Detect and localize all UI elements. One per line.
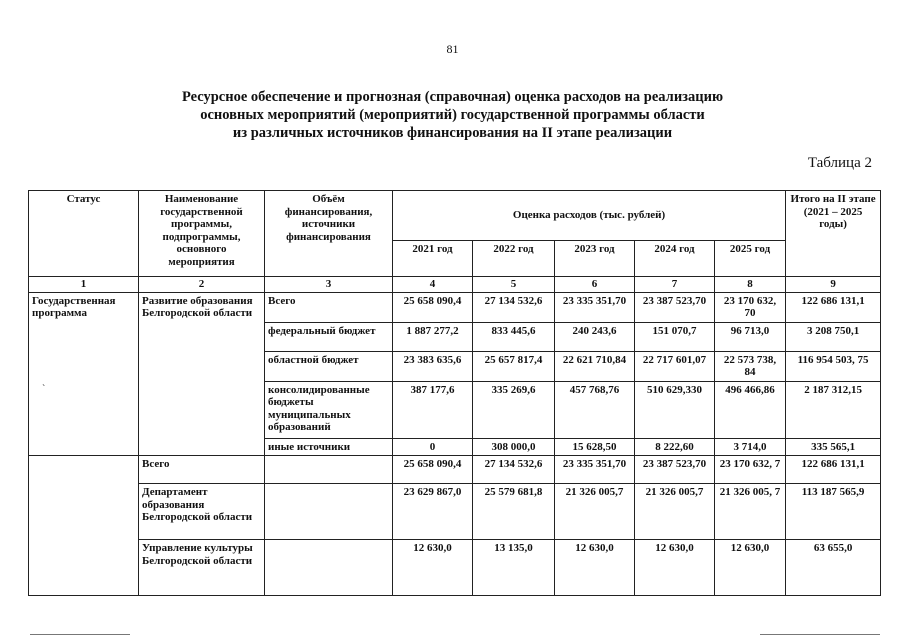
header-total: Итого на II этапе (2021 – 2025 годы): [786, 191, 881, 277]
value-cell: 25 657 817,4: [473, 351, 555, 381]
total-cell: 116 954 503, 75: [786, 351, 881, 381]
column-number: 4: [393, 277, 473, 293]
header-status: Статус: [29, 191, 139, 277]
value-cell: 23 170 632, 70: [715, 292, 786, 322]
value-cell: 8 222,60: [635, 438, 715, 456]
value-cell: 833 445,6: [473, 322, 555, 351]
table-row: [29, 292, 881, 322]
table-row: [29, 484, 881, 540]
header-year-2024: 2024 год: [635, 241, 715, 277]
value-cell: 387 177,6: [393, 381, 473, 438]
value-cell: 3 714,0: [715, 438, 786, 456]
value-cell: 13 135,0: [473, 540, 555, 596]
resource-table: [28, 190, 881, 596]
value-cell: 12 630,0: [635, 540, 715, 596]
column-number: 7: [635, 277, 715, 293]
header-name: Наименование государственной программы, подпрограммы, основного мероприятия: [139, 191, 265, 277]
value-cell: 96 713,0: [715, 322, 786, 351]
value-cell: 151 070,7: [635, 322, 715, 351]
value-cell: 457 768,76: [555, 381, 635, 438]
value-cell: 27 134 532,6: [473, 292, 555, 322]
program-name-cell: Департамент образования Белгородской области: [139, 484, 265, 540]
total-cell: 122 686 131,1: [786, 456, 881, 484]
source-cell: консолидированные бюджеты муниципальных образований: [265, 381, 393, 438]
source-cell: иные источники: [265, 438, 393, 456]
value-cell: 25 658 090,4: [393, 456, 473, 484]
header-volume: Объём финансирования, источники финансирования: [265, 191, 393, 277]
value-cell: 25 579 681,8: [473, 484, 555, 540]
page-number: 81: [446, 42, 459, 56]
title-line-2: основных мероприятий (мероприятий) государственной программы области: [200, 107, 705, 123]
column-number: 1: [29, 277, 139, 293]
value-cell: 308 000,0: [473, 438, 555, 456]
column-number: 9: [786, 277, 881, 293]
program-name-cell: Управление культуры Белгородской области: [139, 540, 265, 596]
total-cell: 335 565,1: [786, 438, 881, 456]
value-cell: 496 466,86: [715, 381, 786, 438]
value-cell: 12 630,0: [393, 540, 473, 596]
value-cell: 23 335 351,70: [555, 292, 635, 322]
source-cell: [265, 540, 393, 596]
status-text: Государственная программа: [32, 294, 116, 319]
column-number-row: [29, 277, 881, 293]
total-cell: 113 187 565,9: [786, 484, 881, 540]
scan-artifact-line: [760, 634, 880, 635]
source-cell: областной бюджет: [265, 351, 393, 381]
value-cell: 0: [393, 438, 473, 456]
value-cell: 22 621 710,84: [555, 351, 635, 381]
value-cell: 15 628,50: [555, 438, 635, 456]
source-cell: [265, 456, 393, 484]
value-cell: 23 170 632, 7: [715, 456, 786, 484]
value-cell: 23 629 867,0: [393, 484, 473, 540]
title-line-3: из различных источников финансирования на II этапе реализации: [232, 125, 673, 141]
value-cell: 12 630,0: [555, 540, 635, 596]
program-name-cell: Всего: [139, 456, 265, 484]
column-number: 6: [555, 277, 635, 293]
column-number: 3: [265, 277, 393, 293]
value-cell: 12 630,0: [715, 540, 786, 596]
status-cell: [29, 292, 139, 456]
header-year-2023: 2023 год: [555, 241, 635, 277]
value-cell: 21 326 005,7: [555, 484, 635, 540]
value-cell: 21 326 005, 7: [715, 484, 786, 540]
total-cell: 63 655,0: [786, 540, 881, 596]
scan-artifact-line: [30, 634, 130, 635]
stray-mark: `: [42, 384, 46, 395]
column-number: 8: [715, 277, 786, 293]
value-cell: 23 387 523,70: [635, 456, 715, 484]
source-cell: [265, 484, 393, 540]
value-cell: 23 335 351,70: [555, 456, 635, 484]
column-number: 5: [473, 277, 555, 293]
table-label: Таблица 2: [807, 155, 872, 171]
value-cell: 510 629,330: [635, 381, 715, 438]
value-cell: 27 134 532,6: [473, 456, 555, 484]
header-year-2025: 2025 год: [715, 241, 786, 277]
value-cell: 1 887 277,2: [393, 322, 473, 351]
table-row: [29, 456, 881, 484]
status-cell-empty: [29, 456, 139, 596]
source-cell: Всего: [265, 292, 393, 322]
header-year-2021: 2021 год: [393, 241, 473, 277]
value-cell: 335 269,6: [473, 381, 555, 438]
source-cell: федеральный бюджет: [265, 322, 393, 351]
value-cell: 240 243,6: [555, 322, 635, 351]
total-cell: 2 187 312,15: [786, 381, 881, 438]
value-cell: 25 658 090,4: [393, 292, 473, 322]
value-cell: 23 383 635,6: [393, 351, 473, 381]
document-title: [0, 88, 905, 142]
value-cell: 22 717 601,07: [635, 351, 715, 381]
header-estimate: Оценка расходов (тыс. рублей): [393, 191, 786, 241]
value-cell: 23 387 523,70: [635, 292, 715, 322]
column-number: 2: [139, 277, 265, 293]
header-year-2022: 2022 год: [473, 241, 555, 277]
value-cell: 21 326 005,7: [635, 484, 715, 540]
title-line-1: Ресурсное обеспечение и прогнозная (справочная) оценка расходов на реализацию: [181, 89, 724, 105]
total-cell: 3 208 750,1: [786, 322, 881, 351]
value-cell: 22 573 738, 84: [715, 351, 786, 381]
program-name-cell: Развитие образования Белгородской области: [139, 292, 265, 456]
total-cell: 122 686 131,1: [786, 292, 881, 322]
table-row: [29, 540, 881, 596]
